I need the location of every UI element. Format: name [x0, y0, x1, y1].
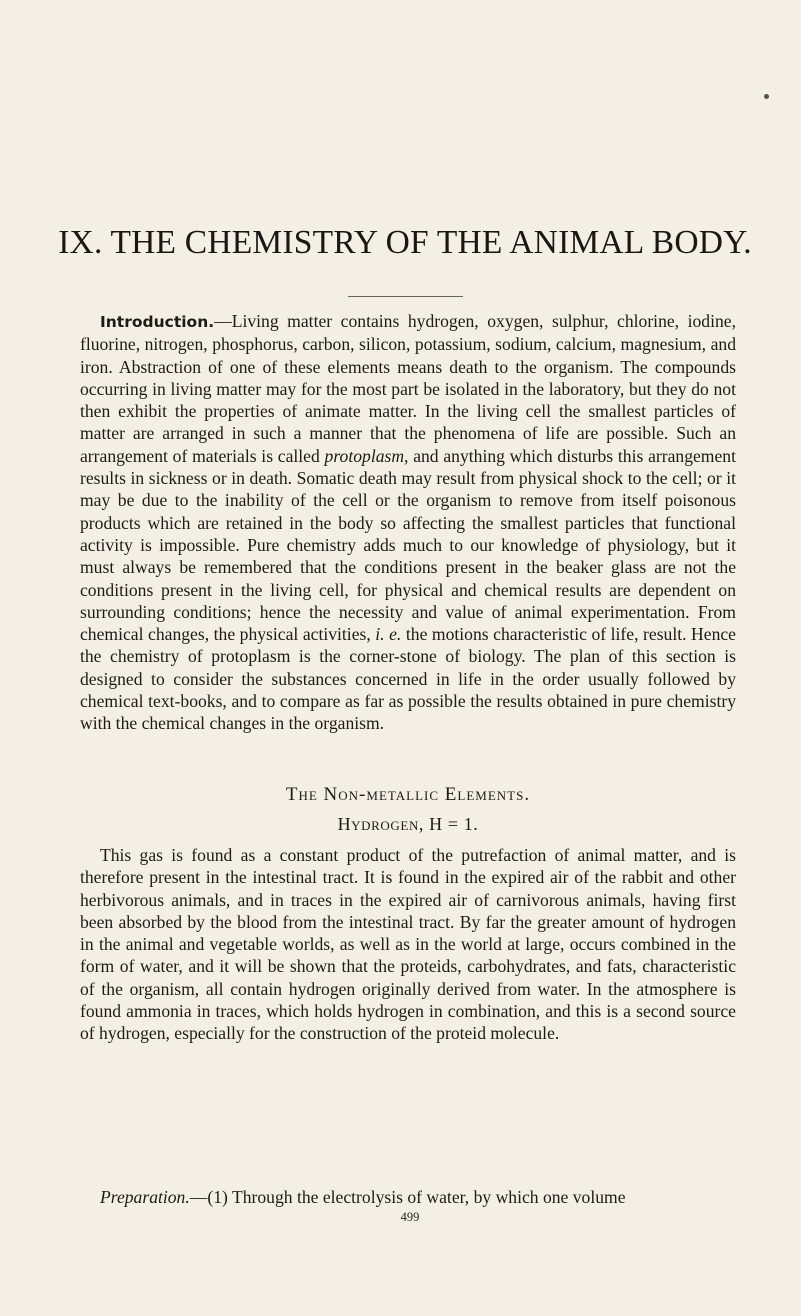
element-formula: H = 1. — [429, 814, 479, 834]
hydrogen-paragraph: This gas is found as a constant product of the putrefaction of animal matter, and is therefore present in the intestinal tract. It is found in the expired air of the rabbit and other herbivorous animals, and in traces in the expired air of carnivorous animals, having first been absorbed by the blood from the intestinal tract. By far the greater amount of hydrogen in the animal and vegetable worlds, as well as in the world at large, occurs combined in the form of water, and it will be shown that the proteids, carbohydrates, and fats, characteristic of the organism, all contain hydrogen originally derived from water. In the atmosphere is found ammonia in traces, which holds hydrogen in combination, and this is a second source of hydrogen, especially for the construction of the proteid molecule. — [80, 845, 736, 1044]
ink-speck — [764, 94, 769, 99]
preparation-lead: Preparation. — [100, 1187, 190, 1207]
introduction-lead: Introduction. — [100, 313, 215, 331]
section-heading: The Non-metallic Elements. — [285, 784, 531, 805]
introduction-text-part-2: and anything which disturbs this arrangement results in sickness or in death. Somatic death may result from physical shock to the cell; or it may be due to the inability of the cell or the organism to remove from itself poisonous products which are retained in the body so affecting the smallest particles that functional activity is impossible. Pure chemistry adds much to our knowledge of physiology, but it must always be remembered that the conditions present in the beaker glass are not the conditions present in the living cell, for physical and chemical results are dependent on surrounding conditions; hence the necessity and value of animal experimentation. From chemical changes, the physical activities, — [80, 445, 736, 645]
italic-ie: i. e. — [375, 624, 402, 645]
introduction-paragraph — [80, 310, 736, 735]
page-number: 499 — [400, 1210, 420, 1224]
introduction-text-part-1: —Living matter contains hydrogen, oxygen, sulphur, chlorine, iodine, fluorine, nitrogen, phosphorus, carbon, silicon, potassium, sodium, calcium, magnesium, and iron. Abstraction of one of these elements means death to the organism. The compounds occurring in living matter may for the most part be isolated in the laboratory, but they do not then exhibit the properties of animate matter. In the living cell the smallest particles of matter are arranged in such a manner that the phenomena of life are possible. Such an arrangement of materials is called — [80, 311, 736, 466]
preparation-text: —(1) Through the electrolysis of water, by which one volume — [189, 1187, 626, 1207]
element-name: Hydrogen, — [337, 814, 425, 834]
title-divider — [348, 296, 463, 297]
preparation-paragraph — [80, 1186, 736, 1208]
chapter-title: IX. THE CHEMISTRY OF THE ANIMAL BODY. — [58, 224, 752, 261]
italic-term-protoplasm: protoplasm, — [324, 445, 409, 466]
element-heading — [80, 814, 736, 835]
introduction-text-part-3: the motions characteristic of life, result. Hence the chemistry of protoplasm is the corner-stone of biology. The plan of this section is designed to consider the substances concerned in life in the order usually followed by chemical text-books, and to compare as far as possible the results obtained in pure chemistry with the chemical changes in the organism. — [80, 624, 736, 734]
